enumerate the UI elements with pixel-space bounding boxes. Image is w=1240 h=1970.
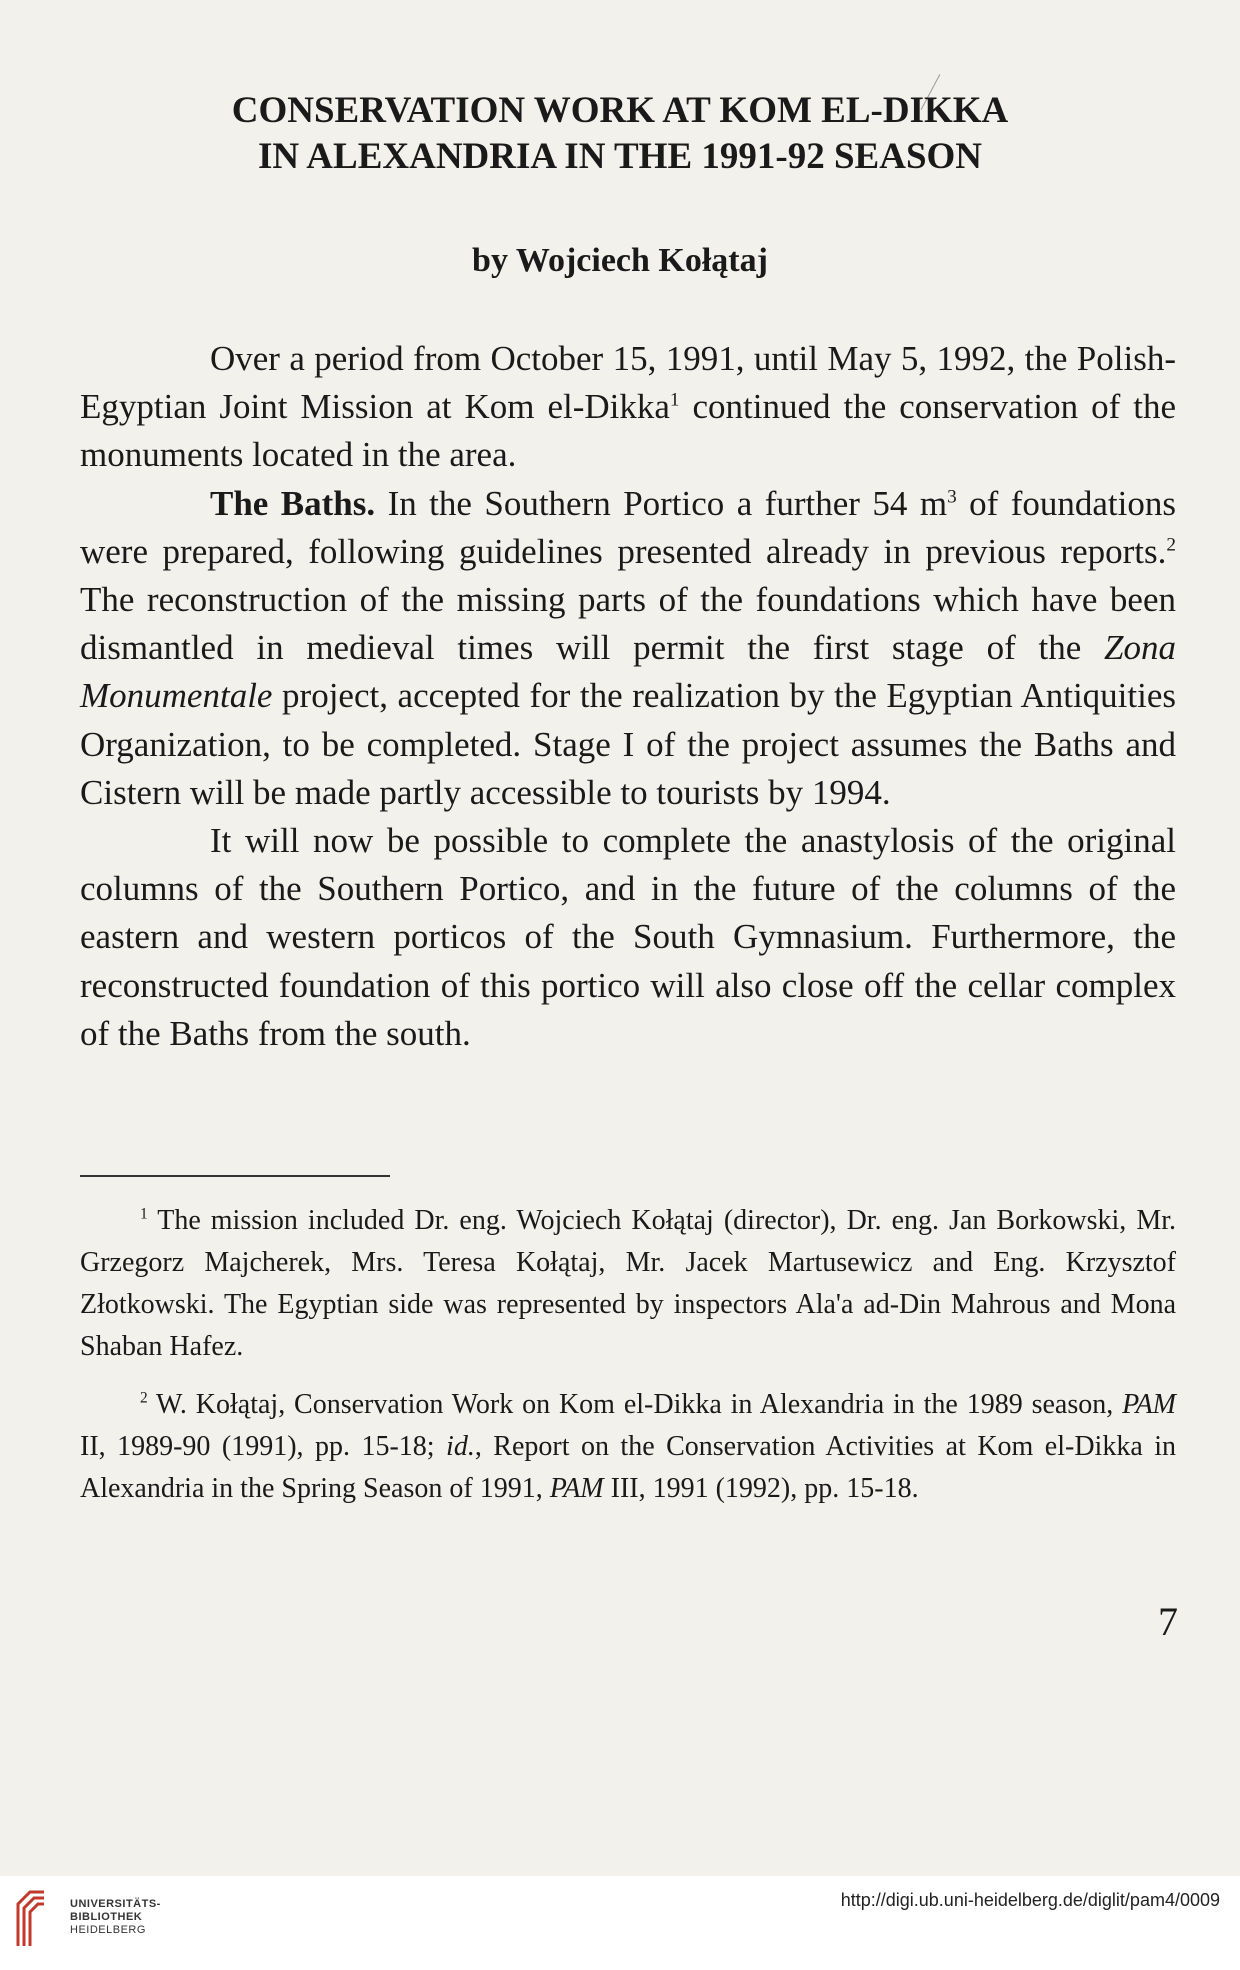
paragraph-3: It will now be possible to complete the anastylosis of the original columns of the Southern Portico, and in the future of the columns of the eastern and western porticos of the South Gymnasium. Furthermore, the reconstructed foundation of this portico will also close off the cellar complex of the Baths from the south. xyxy=(80,821,1176,1053)
paragraph-1 xyxy=(80,335,1176,480)
journal-abbrev-2: PAM xyxy=(549,1473,604,1504)
footnote-2-text-a: W. Kołątaj, Conservation Work on Kom el-Dikka in Alexandria in the 1989 season, xyxy=(147,1389,1123,1420)
ibid-italic: id. xyxy=(446,1431,475,1462)
article-title xyxy=(80,88,1160,180)
university-library-logo-icon[interactable] xyxy=(14,1888,48,1950)
source-url-link[interactable]: http://digi.ub.uni-heidelberg.de/diglit/pam4/0009 xyxy=(840,1890,1220,1910)
library-name-line-1: UNIVERSITÄTS- xyxy=(70,1898,161,1910)
paragraph-1-text: Over a period from October 15, 1991, until May 5, 1992, the Polish-Egyptian Joint Mission at Kom el-Dikka xyxy=(80,339,1176,427)
journal-abbrev-1: PAM xyxy=(1122,1389,1176,1420)
cubic-unit-superscript: 3 xyxy=(947,485,957,507)
footnote-2-text-d: III, 1991 (1992), pp. 15-18. xyxy=(603,1473,919,1504)
footnotes xyxy=(80,1200,1176,1526)
title-line-2: IN ALEXANDRIA IN THE 1991-92 SEASON xyxy=(257,136,983,177)
paragraph-2-text-c: The reconstruction of the missing parts of the foundations which have been dismantled in medieval times will permit the first stage of the xyxy=(80,580,1176,668)
author-byline: by Wojciech Kołątaj xyxy=(472,242,768,279)
footnote-ref-1: 1 xyxy=(669,389,680,411)
page-number: 7 xyxy=(1158,1599,1178,1644)
footnote-2 xyxy=(80,1384,1176,1510)
project-name-italic: Zona Monumentale xyxy=(80,628,1176,716)
paragraph-2-text-b: of foundations were prepared, following guidelines presented already in previous reports. xyxy=(80,483,1176,571)
footnote-ref-2: 2 xyxy=(1166,534,1176,556)
article-body xyxy=(80,335,1176,1058)
paragraph-2-text-a: In the Southern Portico a further 54 m xyxy=(375,483,948,523)
section-heading-baths: The Baths. xyxy=(210,483,376,523)
paragraph-2 xyxy=(80,480,1176,817)
title-line-1: CONSERVATION WORK AT KOM EL-DIKKA xyxy=(231,90,1009,131)
footnote-separator xyxy=(80,1175,390,1177)
footnote-2-text-b: II, 1989-90 (1991), pp. 15-18; xyxy=(80,1431,447,1462)
footnote-2-text-c: , Report on the Conservation Activities at Kom el-Dikka in Alexandria in the Spring Season of 1991, xyxy=(80,1431,1176,1504)
paragraph-2-text-d: project, accepted for the realization by the Egyptian Antiquities Organization, to be completed. Stage I of the project assumes the Baths and Cistern will be made partly accessible to tourists by 1994. xyxy=(80,676,1176,812)
library-name-line-2: BIBLIOTHEK xyxy=(70,1911,143,1923)
footnote-1 xyxy=(80,1200,1176,1368)
footnote-1-mark: 1 xyxy=(140,1205,148,1223)
paragraph-1-rest: continued the conservation of the monuments located in the area. xyxy=(80,387,1176,475)
library-name xyxy=(70,1898,161,1937)
library-name-line-3: HEIDELBERG xyxy=(70,1924,146,1936)
footnote-1-text: The mission included Dr. eng. Wojciech Kołątaj (director), Dr. eng. Jan Borkowski, Mr. Grzegorz Majcherek, Mrs. Teresa Kołątaj, Mr. Jacek Martusewicz and Eng. Krzysztof Złotkowski. The Egyptian side was represented by inspectors Ala'a ad-Din Mahrous and Mona Shaban Hafez. xyxy=(80,1205,1176,1362)
footnote-2-mark: 2 xyxy=(140,1389,148,1407)
